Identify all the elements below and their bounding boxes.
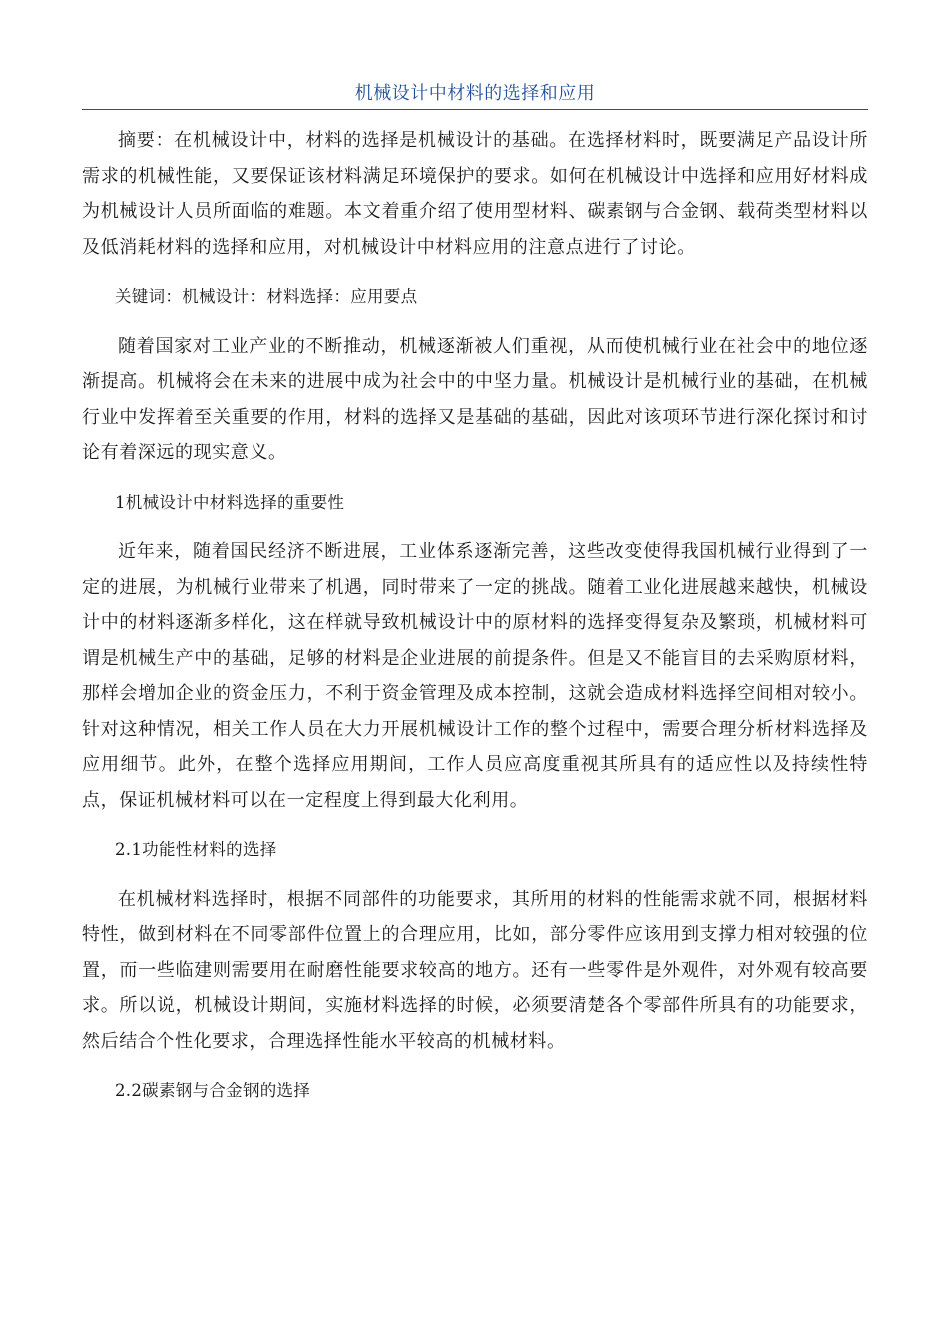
section-1-heading: 1机械设计中材料选择的重要性 [115,492,345,512]
section-1-paragraph: 近年来，随着国民经济不断进展，工业体系逐渐完善，这些改变使得我国机械行业得到了一定的进展，为机械行业带来了机遇，同时带来了一定的挑战。随着工业化进展越来越快，机械设计中的材料逐渐多样化，这在样就导致机械设计中的原材料的选择变得复杂及繁琐，机械材料可谓是机械生产中的基础，足够的材料是企业进展的前提条件。但是又不能盲目的去采购原材料，那样会增加企业的资金压力，不利于资金管理及成本控制，这就会造成材料选择空间相对较小。针对这种情况，相关工作人员在大力开展机械设计工作的整个过程中，需要合理分析材料选择及应用细节。此外，在整个选择应用期间，工作人员应高度重视其所具有的适应性以及持续性特点，保证机械材料可以在一定程度上得到最大化利用。 [82,541,868,811]
document-title: 机械设计中材料的选择和应用 [354,83,596,104]
document-body [82,123,868,1123]
abstract-paragraph: 摘要：在机械设计中，材料的选择是机械设计的基础。在选择材料时，既要满足产品设计所需求的机械性能，又要保证该材料满足环境保护的要求。如何在机械设计中选择和应用好材料成为机械设计人员所面临的难题。本文着重介绍了使用型材料、碳素钢与合金钢、载荷类型材料以及低消耗材料的选择和应用，对机械设计中材料应用的注意点进行了讨论。 [82,130,868,258]
section-2-2-heading: 2.2碳素钢与合金钢的选择 [115,1081,311,1100]
section-2-1-paragraph: 在机械材料选择时，根据不同部件的功能要求，其所用的材料的性能需求就不同，根据材料特性，做到材料在不同零部件位置上的合理应用，比如，部分零件应该用到支撑力相对较强的位置，而一些临建则需要用在耐磨性能要求较高的地方。还有一些零件是外观件，对外观有较高要求。所以说，机械设计期间，实施材料选择的时候，必须要清楚各个零部件所具有的功能要求，然后结合个性化要求，合理选择性能水平较高的机械材料。 [82,888,868,1052]
intro-paragraph: 随着国家对工业产业的不断推动，机械逐渐被人们重视，从而使机械行业在社会中的地位逐渐提高。机械将会在未来的进展中成为社会中的中坚力量。机械设计是机械行业的基础，在机械行业中发挥着至关重要的作用，材料的选择又是基础的基础，因此对该项环节进行深化探讨和讨论有着深远的现实意义。 [82,335,868,463]
section-2-1-heading: 2.1功能性材料的选择 [115,840,277,859]
keywords-line: 关键词：机械设计：材料选择：应用要点 [115,287,418,306]
page-header [82,82,868,110]
